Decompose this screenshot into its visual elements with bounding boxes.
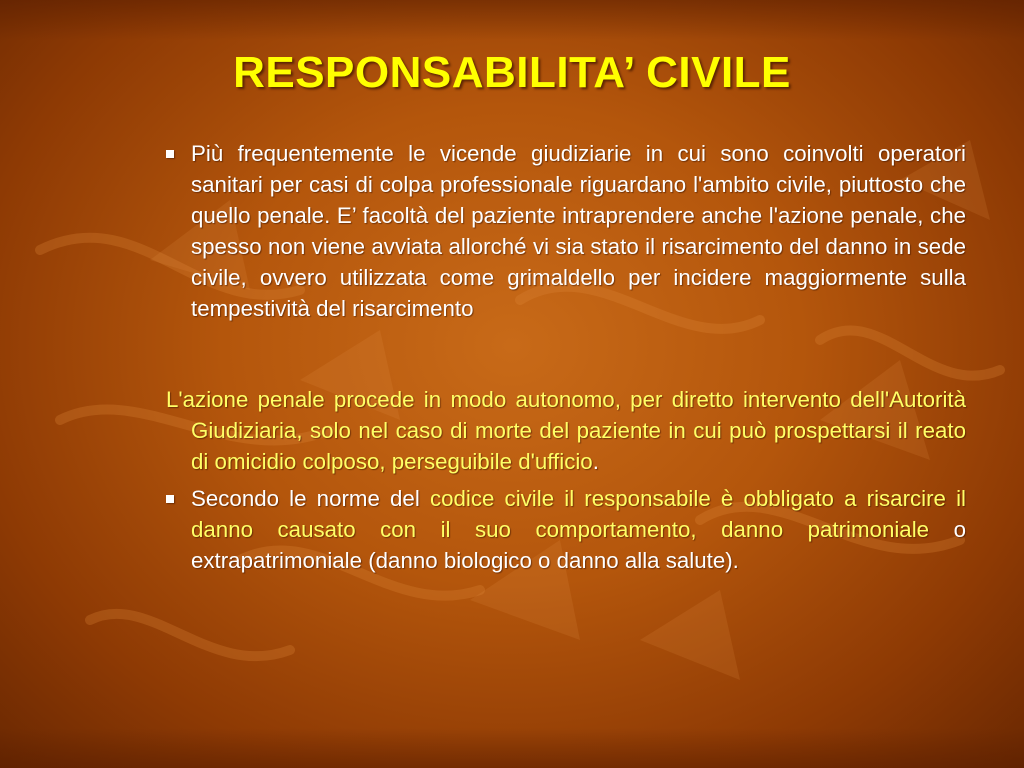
- bottom-shade: [0, 728, 1024, 768]
- paragraph-2-text: L'azione penale procede in modo autonomo, per diretto intervento dell'Autorità Giudiziaria, solo nel caso di morte del paziente in cui può prospettarsi il reato di omicidio colposo, perseguibile d'ufficio: [166, 387, 966, 474]
- bullet-square-icon: [166, 495, 174, 503]
- bullet-paragraph-1: [166, 138, 966, 324]
- paragraph-2-end: .: [592, 449, 599, 474]
- paragraph-3-start: Secondo le norme del: [191, 486, 430, 511]
- top-shade: [0, 0, 1024, 40]
- bullet-square-icon: [166, 150, 174, 158]
- slide-body: [166, 138, 966, 576]
- bullet-paragraph-3: [166, 483, 966, 576]
- paragraph-3-end: o extrapatrimoniale (danno biologico o danno alla salute).: [191, 517, 966, 573]
- paragraph-1-text: Più frequentemente le vicende giudiziarie in cui sono coinvolti operatori sanitari per casi di colpa professionale riguardano l'ambito civile, piuttosto che quello penale. E’ facoltà del paziente intraprendere anche l'azione penale, che spesso non viene avviata allorché vi sia stato il risarcimento del danno in sede civile, ovvero utilizzata come grimaldello per incidere maggiormente sulla tempestività del risarcimento: [191, 141, 966, 321]
- paragraph-2: [166, 384, 966, 477]
- paragraph-3-highlight: codice civile il responsabile è obbligato a risarcire il danno causato con il suo comportamento, danno patrimoniale: [191, 486, 966, 542]
- slide-title: RESPONSABILITA’ CIVILE: [233, 48, 791, 97]
